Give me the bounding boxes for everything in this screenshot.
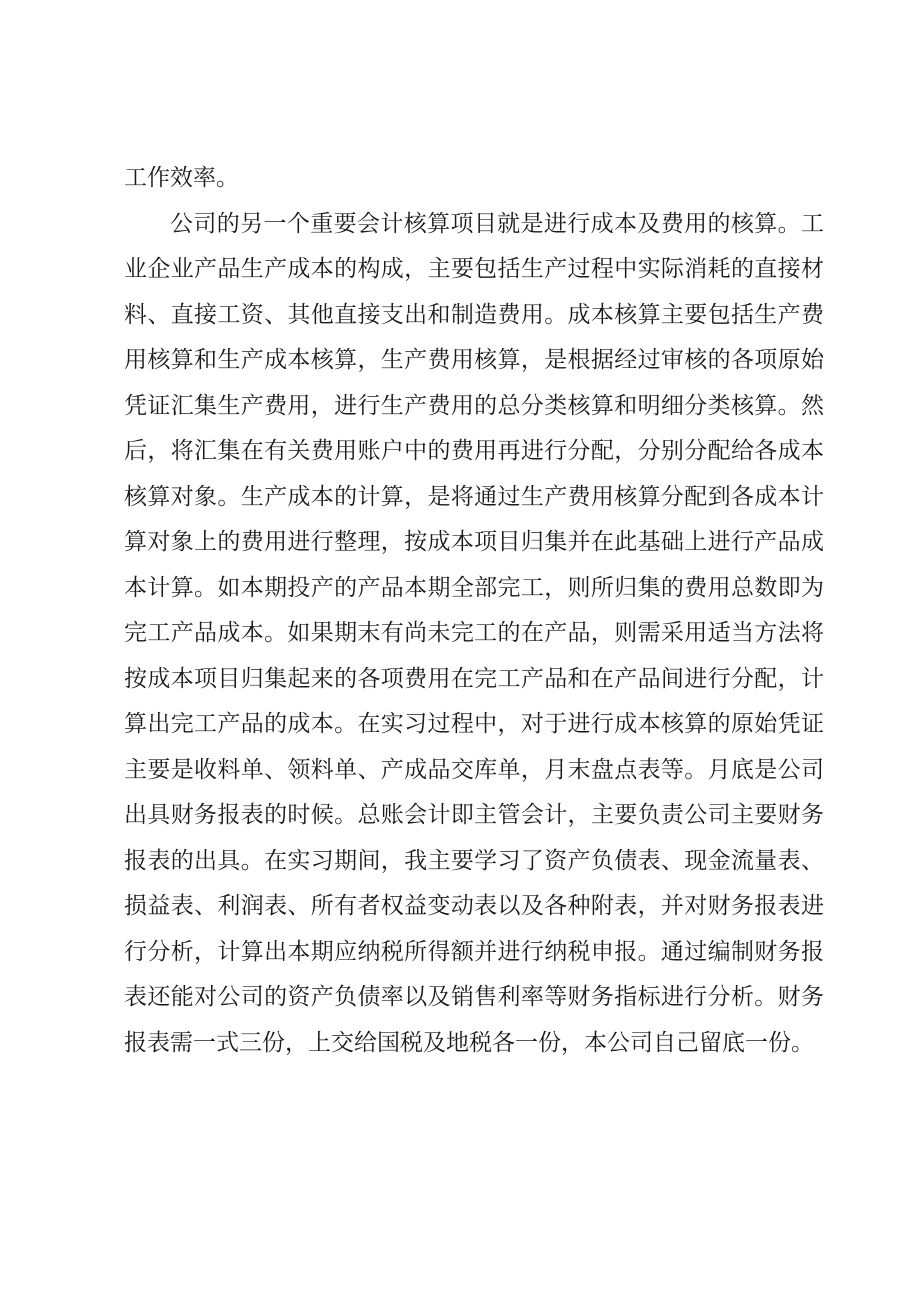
paragraph-line: 完工产品成本。如果期末有尚未完工的在产品，则需采用适当方法将 (124, 620, 824, 646)
paragraph-line: 表还能对公司的资产负债率以及销售利率等财务指标进行分析。财务 (124, 984, 824, 1010)
paragraph-line: 用核算和生产成本核算，生产费用核算，是根据经过审核的各项原始 (124, 347, 824, 373)
paragraph-line: 核算对象。生产成本的计算，是将通过生产费用核算分配到各成本计 (124, 483, 824, 510)
paragraph-line: 算出完工产品的成本。在实习过程中，对于进行成本核算的原始凭证 (124, 711, 824, 737)
paragraph-line: 主要是收料单、领料单、产成品交库单，月末盘点表等。月底是公司 (124, 756, 824, 783)
body-text (124, 156, 824, 1066)
paragraph-line: 报表的出具。在实习期间，我主要学习了资产负债表、现金流量表、 (124, 847, 824, 874)
paragraph-line: 出具财务报表的时候。总账会计即主管会计，主要负责公司主要财务 (124, 802, 824, 828)
paragraph-line: 料、直接工资、其他直接支出和制造费用。成本核算主要包括生产费 (124, 301, 824, 328)
paragraph-line: 业企业产品生产成本的构成，主要包括生产过程中实际消耗的直接材 (124, 256, 824, 282)
paragraph-line: 损益表、利润表、所有者权益变动表以及各种附表，并对财务报表进 (124, 893, 824, 919)
paragraph-line: 后，将汇集在有关费用账户中的费用再进行分配，分别分配给各成本 (124, 438, 824, 464)
paragraph-line: 凭证汇集生产费用，进行生产费用的总分类核算和明细分类核算。然 (124, 392, 824, 419)
paragraph-line: 工作效率。 (124, 165, 239, 191)
paragraph-line: 按成本项目归集起来的各项费用在完工产品和在产品间进行分配，计 (124, 665, 824, 692)
paragraph-line: 公司的另一个重要会计核算项目就是进行成本及费用的核算。工 (170, 210, 824, 237)
paragraph-line: 行分析，计算出本期应纳税所得额并进行纳税申报。通过编制财务报 (124, 938, 824, 965)
paragraph-line: 本计算。如本期投产的产品本期全部完工，则所归集的费用总数即为 (124, 574, 824, 601)
paragraph-line: 算对象上的费用进行整理，按成本项目归集并在此基础上进行产品成 (124, 529, 824, 555)
paragraph-line: 报表需一式三份，上交给国税及地税各一份，本公司自己留底一份。 (124, 1029, 814, 1056)
